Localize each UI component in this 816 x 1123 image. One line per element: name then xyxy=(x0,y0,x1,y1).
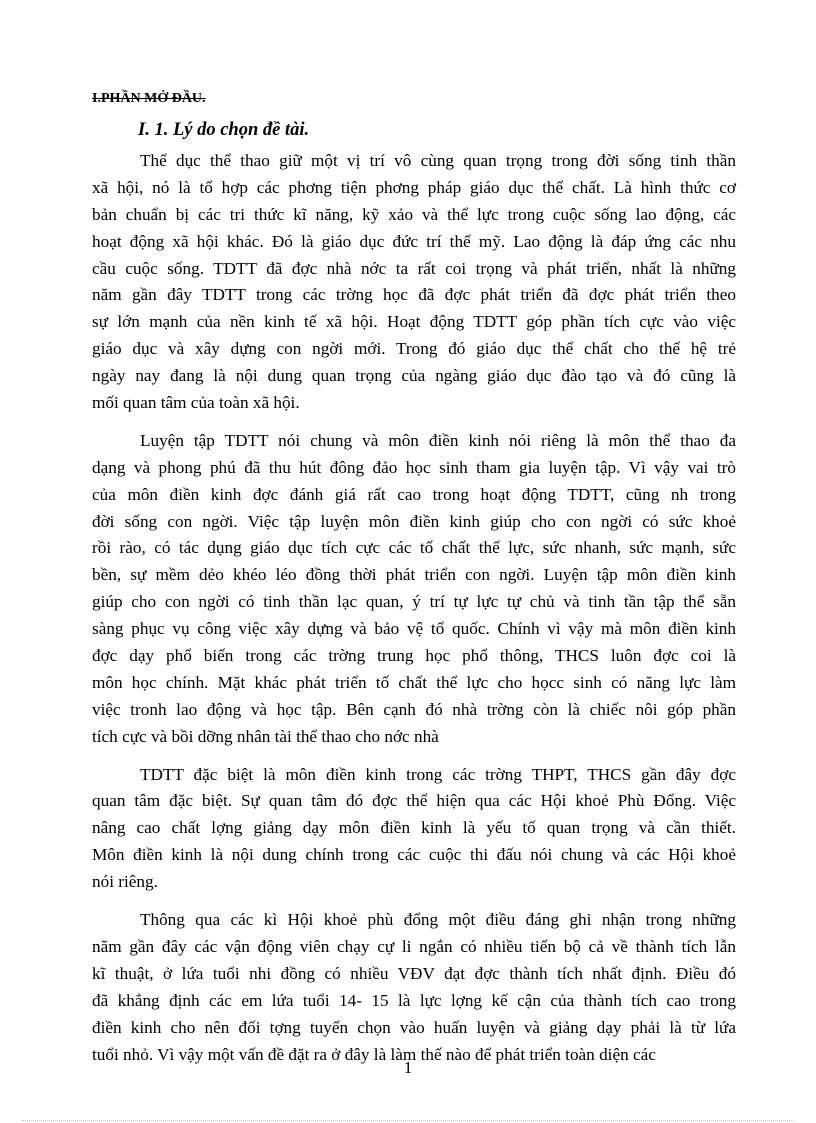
paragraph-line: Luyện tập TDTT nói chung và môn điền kinh nói riêng là môn thể thao đa xyxy=(140,430,736,450)
paragraph-line: môn học chính. Mặt khác phát triển tố chất thể lực cho họcc sinh có năng lực làm xyxy=(92,672,736,692)
section-heading: I. 1. Lý do chọn đề tài. xyxy=(138,120,310,140)
paragraph-line: TDTT đặc biệt là môn điền kinh trong các trờng THPT, THCS gần đây đợc xyxy=(140,764,736,784)
paragraph-line: năm gần đây các vận động viên chạy cự li ngắn có nhiều tiến bộ cả về thành tích lẫn xyxy=(92,936,736,956)
page-footer-divider xyxy=(22,1120,794,1121)
paragraph-line: tuổi nhỏ. Vì vậy một vấn đề đặt ra ở đây là làm thế nào để phát triển toàn diện các xyxy=(92,1044,656,1064)
paragraph-list xyxy=(92,148,736,1068)
page-number: 1 xyxy=(403,1058,413,1077)
paragraph-line: kĩ thuật, ở lứa tuổi nhi đồng có nhiều VĐV đạt đợc thành tích nhất định. Điều đó xyxy=(92,963,736,983)
paragraph-line: sàng phục vụ công việc xây dựng và bảo vệ tổ quốc. Chính vì vậy mà môn điền kinh xyxy=(92,619,736,639)
paragraph-line: Thông qua các kì Hội khoẻ phù đổng một điều đáng ghi nhận trong những xyxy=(140,910,736,930)
paragraph-line: xã hội, nó là tổ hợp các phơng tiện phơng pháp giáo dục thể chất. Là hình thức cơ xyxy=(92,177,736,197)
paragraph-line: rồi rào, có tác dụng giáo dục tích cực các tố chất thể lực, sức nhanh, sức mạnh, sức xyxy=(92,538,736,558)
paragraph-line: dạng và phong phú đã thu hút đông đảo học sinh tham gia luyện tập. Vì vậy vai trò xyxy=(92,457,736,477)
paragraph-line: nói riêng. xyxy=(92,872,158,892)
paragraph-line: của môn điền kinh đợc đánh giá rất cao trong hoạt động TDTT, cũng nh trong xyxy=(92,484,736,504)
paragraph-line: bản chuẩn bị các tri thức kĩ năng, kỹ xảo và thể lực trong cuộc sống lao động, các xyxy=(92,204,736,224)
paragraph-line: Thể dục thể thao giữ một vị trí vô cùng quan trọng trong đời sống tinh thần xyxy=(140,151,736,170)
paragraph-line: điền kinh cho nên đối tợng tuyển chọn vào huấn luyện và giảng dạy phải là từ lứa xyxy=(92,1017,736,1037)
paragraph-line: bền, sự mềm dẻo khéo léo đồng thời phát triển con ngời. Luyện tập môn điền kinh xyxy=(92,565,736,585)
paragraph-line: đã khẳng định các em lứa tuổi 14- 15 là lực lợng kế cận của thành tích cao trong xyxy=(92,990,736,1010)
paragraph-line: nâng cao chất lợng giảng dạy môn điền kinh là yếu tố quan trọng và cần thiết. xyxy=(92,818,736,838)
paragraph xyxy=(92,148,736,417)
paragraph-line: mối quan tâm của toàn xã hội. xyxy=(92,393,300,413)
paragraph-line: cầu cuộc sống. TDTT đã đợc nhà nớc ta rất coi trọng và phát triển, nhất là những xyxy=(92,258,736,278)
paragraph-line: ngày nay đang là nội dung quan trọng của ngàng giáo dục đào tạo và đó cũng là xyxy=(92,366,736,386)
paragraph-line: đời sống con ngời. Việc tập luyện môn điền kinh giúp cho con ngời có sức khoẻ xyxy=(92,511,736,531)
document-body xyxy=(92,88,736,1079)
paragraph xyxy=(92,762,736,896)
part-heading: I.PHẦN MỞ ĐẦU. xyxy=(92,91,206,106)
paragraph-line: giúp cho con ngời có tinh thần lạc quan, ý trí tự lực tự chủ và tinh tần tập thể sẵn xyxy=(92,592,736,612)
paragraph-line: quan tâm đặc biệt. Sự quan tâm đó đợc thể hiện qua các Hội khoẻ Phù Đổng. Việc xyxy=(92,791,736,811)
paragraph-line: năm gần đây TDTT trong các trờng học đã đợc phát triển đã đợc phát triển theo xyxy=(92,285,736,305)
paragraph xyxy=(92,428,736,751)
paragraph-line: Môn điền kinh là nội dung chính trong các cuộc thi đấu nói chung và các Hội khoẻ xyxy=(92,845,736,865)
paragraph xyxy=(92,907,736,1068)
paragraph-line: việc tronh lao động và học tập. Bên cạnh đó nhà trờng còn là chiếc nôi góp phần xyxy=(92,699,736,719)
paragraph-line: đợc dạy phổ biến trong các trờng trung học phổ thông, THCS luôn đợc coi là xyxy=(92,646,736,666)
paragraph-line: giáo dục và xây dựng con ngời mới. Trong đó giáo dục thể chất cho thế hệ trẻ xyxy=(92,339,736,359)
paragraph-line: sự lớn mạnh của nền kinh tế xã hội. Hoạt động TDTT góp phần tích cực vào việc xyxy=(92,312,736,332)
paragraph-line: hoạt động xã hội khác. Đó là giáo dục đức trí thể mỹ. Lao động là đáp ứng các nhu xyxy=(92,231,736,251)
paragraph-line: tích cực và bồi dỡng nhân tài thể thao cho nớc nhà xyxy=(92,726,439,746)
